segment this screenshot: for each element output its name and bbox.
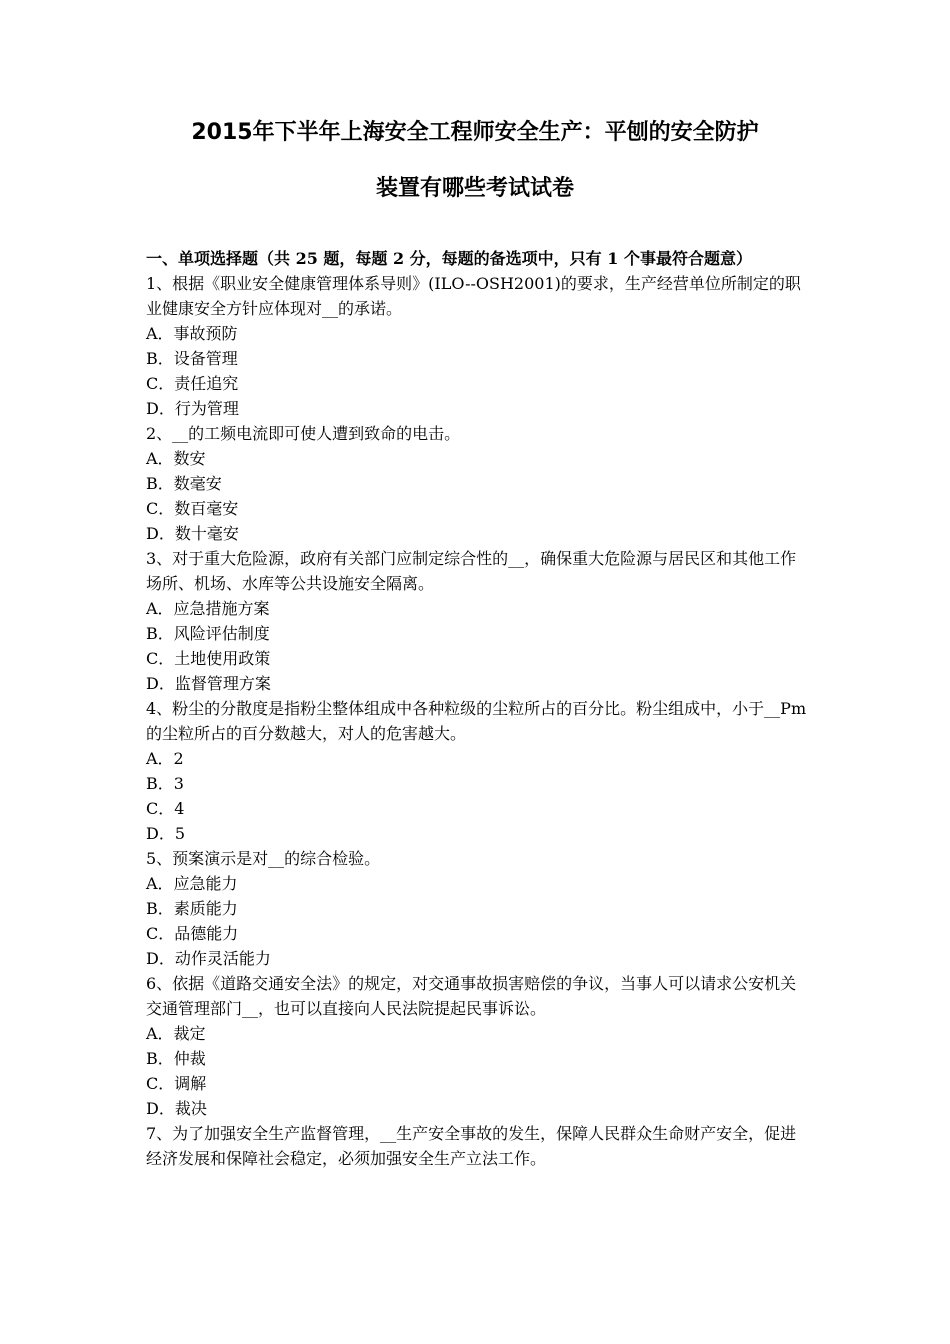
document-title-line-1: 2015年下半年上海安全工程师安全生产：平刨的安全防护: [191, 120, 759, 145]
option-c: C．土地使用政策: [146, 649, 271, 668]
option-a: A．数安: [146, 449, 206, 468]
question-1: [146, 271, 808, 421]
question-text: 6、依据《道路交通安全法》的规定，对交通事故损害赔偿的争议，当事人可以请求公安机关交通管理部门__，也可以直接向人民法院提起民事诉讼。: [146, 974, 797, 1018]
question-text: 5、预案演示是对__的综合检验。: [146, 849, 381, 868]
option-d: D．5: [146, 824, 186, 843]
option-c: C．4: [146, 799, 185, 818]
option-c: C．责任追究: [146, 374, 239, 393]
option-c: C．调解: [146, 1074, 207, 1093]
option-d: D．动作灵活能力: [146, 949, 271, 968]
option-a: A．2: [146, 749, 184, 768]
question-text: 1、根据《职业安全健康管理体系导则》(ILO--OSH2001)的要求，生产经营单位所制定的职业健康安全方针应体现对__的承诺。: [146, 274, 801, 318]
option-a: A．事故预防: [146, 324, 238, 343]
question-text: 4、粉尘的分散度是指粉尘整体组成中各种粒级的尘粒所占的百分比。粉尘组成中，小于__Pm 的尘粒所占的百分数越大，对人的危害越大。: [146, 699, 807, 743]
option-b: B．3: [146, 774, 184, 793]
option-a: A．应急能力: [146, 874, 238, 893]
option-b: B．数毫安: [146, 474, 222, 493]
question-2: [146, 421, 808, 546]
option-b: B．素质能力: [146, 899, 238, 918]
question-4: [146, 696, 808, 846]
option-d: D．监督管理方案: [146, 674, 271, 693]
question-text: 7、为了加强安全生产监督管理，__生产安全事故的发生，保障人民群众生命财产安全，促进经济发展和保障社会稳定，必须加强安全生产立法工作。: [146, 1124, 797, 1168]
option-d: D．裁决: [146, 1099, 207, 1118]
option-d: D．行为管理: [146, 399, 239, 418]
question-6: [146, 971, 808, 1121]
option-b: B．仲裁: [146, 1049, 206, 1068]
option-a: A．应急措施方案: [146, 599, 270, 618]
exam-content: [146, 246, 808, 1171]
option-c: C．品德能力: [146, 924, 239, 943]
document-title-line-2: 装置有哪些考试试卷: [375, 176, 574, 201]
option-d: D．数十毫安: [146, 524, 239, 543]
question-text: 2、__的工频电流即可使人遭到致命的电击。: [146, 424, 461, 443]
question-5: [146, 846, 808, 971]
option-a: A．裁定: [146, 1024, 206, 1043]
question-3: [146, 546, 808, 696]
option-b: B．设备管理: [146, 349, 238, 368]
section-heading: 一、单项选择题（共 25 题，每题 2 分，每题的备选项中，只有 1 个事最符合题意）: [146, 249, 752, 268]
option-b: B．风险评估制度: [146, 624, 270, 643]
question-7: [146, 1121, 808, 1171]
question-text: 3、对于重大危险源，政府有关部门应制定综合性的__，确保重大危险源与居民区和其他工作场所、机场、水库等公共设施安全隔离。: [146, 549, 797, 593]
option-c: C．数百毫安: [146, 499, 239, 518]
